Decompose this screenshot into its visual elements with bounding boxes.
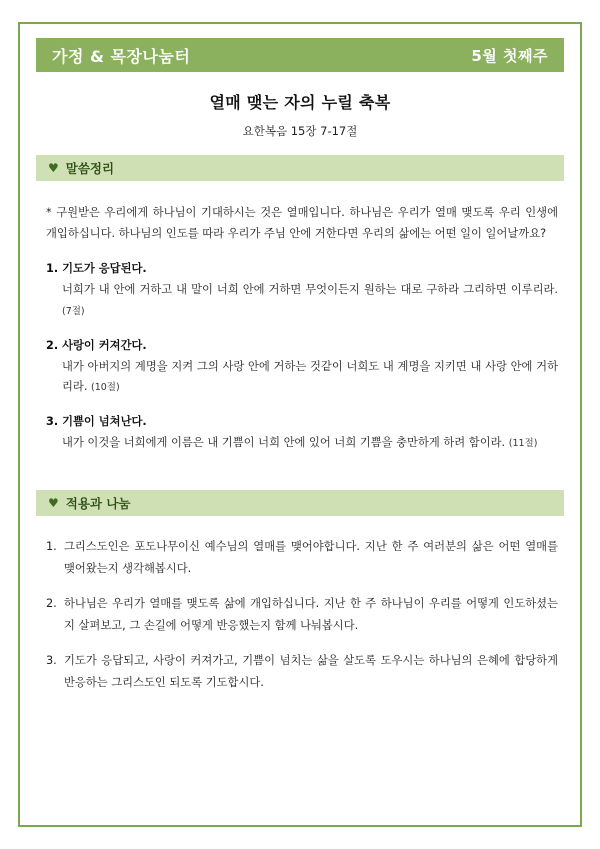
intro-paragraph: * 구원받은 우리에게 하나님이 기대하시는 것은 열매입니다. 하나님은 우리가 열매 맺도록 우리 인생에 개입하십니다. 하나님의 인도를 따라 우리가 주님 안에 거한다면 우리의 삶에는 어떤 일이 일어날까요? bbox=[46, 206, 558, 240]
point-item bbox=[36, 260, 564, 322]
list-item-text: 그리스도인은 포도나무이신 예수님의 열매를 맺어야합니다. 지난 한 주 여러분의 삶은 어떤 열매를 맺어왔는지 생각해봅시다. bbox=[64, 540, 558, 575]
application-list bbox=[36, 536, 564, 693]
section-header-word-summary bbox=[36, 155, 564, 181]
heart-icon: ♥ bbox=[48, 496, 59, 511]
document-sheet bbox=[18, 22, 582, 827]
point-item bbox=[36, 413, 564, 454]
point-reference: (11절) bbox=[508, 438, 538, 450]
list-item bbox=[46, 536, 558, 579]
list-item-number: 2. bbox=[46, 597, 57, 611]
section-label: 적용과 나눔 bbox=[65, 496, 131, 512]
point-title: 2. 사랑이 커져간다. bbox=[46, 338, 147, 352]
point-body bbox=[46, 357, 558, 399]
list-item-number: 3. bbox=[46, 654, 57, 668]
point-text: 내가 아버지의 계명을 지켜 그의 사랑 안에 거하는 것같이 너희도 내 계명을 지키면 내 사랑 안에 거하리라. bbox=[62, 359, 558, 394]
point-body bbox=[46, 280, 558, 322]
point-title: 1. 기도가 응답된다. bbox=[46, 261, 147, 275]
point-text: 내가 이것을 너희에게 이름은 내 기쁨이 너희 안에 있어 너희 기쁨을 충만하게 하려 함이라. bbox=[62, 436, 506, 450]
scripture-reference: 요한복음 15장 7-17절 bbox=[242, 124, 358, 138]
point-text: 너희가 내 안에 거하고 내 말이 너희 안에 거하면 무엇이든지 원하는 대로 구하라 그리하면 이루리라. bbox=[62, 282, 558, 296]
point-title: 3. 기쁨이 넘쳐난다. bbox=[46, 415, 147, 429]
header-bar bbox=[36, 38, 564, 72]
heart-icon: ♥ bbox=[48, 161, 59, 175]
section-label: 말씀정리 bbox=[65, 161, 115, 176]
section-header-application bbox=[36, 490, 564, 516]
point-reference: (10절) bbox=[91, 382, 120, 394]
point-body bbox=[46, 433, 558, 454]
list-item bbox=[46, 593, 558, 636]
page-title: 열매 맺는 자의 누릴 축복 bbox=[209, 93, 391, 112]
header-week: 5월 첫째주 bbox=[471, 46, 548, 65]
list-item-text: 하나님은 우리가 열매를 맺도록 삶에 개입하십니다. 지난 한 주 하나님이 우리를 어떻게 인도하셨는지 살펴보고, 그 손길에 어떻게 반응했는지 함께 나눠봅시다. bbox=[64, 597, 558, 632]
list-item bbox=[46, 650, 558, 693]
list-item-number: 1. bbox=[46, 540, 57, 554]
list-item-text: 기도가 응답되고, 사랑이 커져가고, 기쁨이 넘치는 삶을 살도록 도우시는 하나님의 은혜에 합당하게 반응하는 그리스도인 되도록 기도합시다. bbox=[64, 654, 558, 689]
header-title: 가정 & 목장나눔터 bbox=[52, 46, 191, 66]
point-item bbox=[36, 337, 564, 399]
point-reference: (7절) bbox=[62, 305, 85, 317]
